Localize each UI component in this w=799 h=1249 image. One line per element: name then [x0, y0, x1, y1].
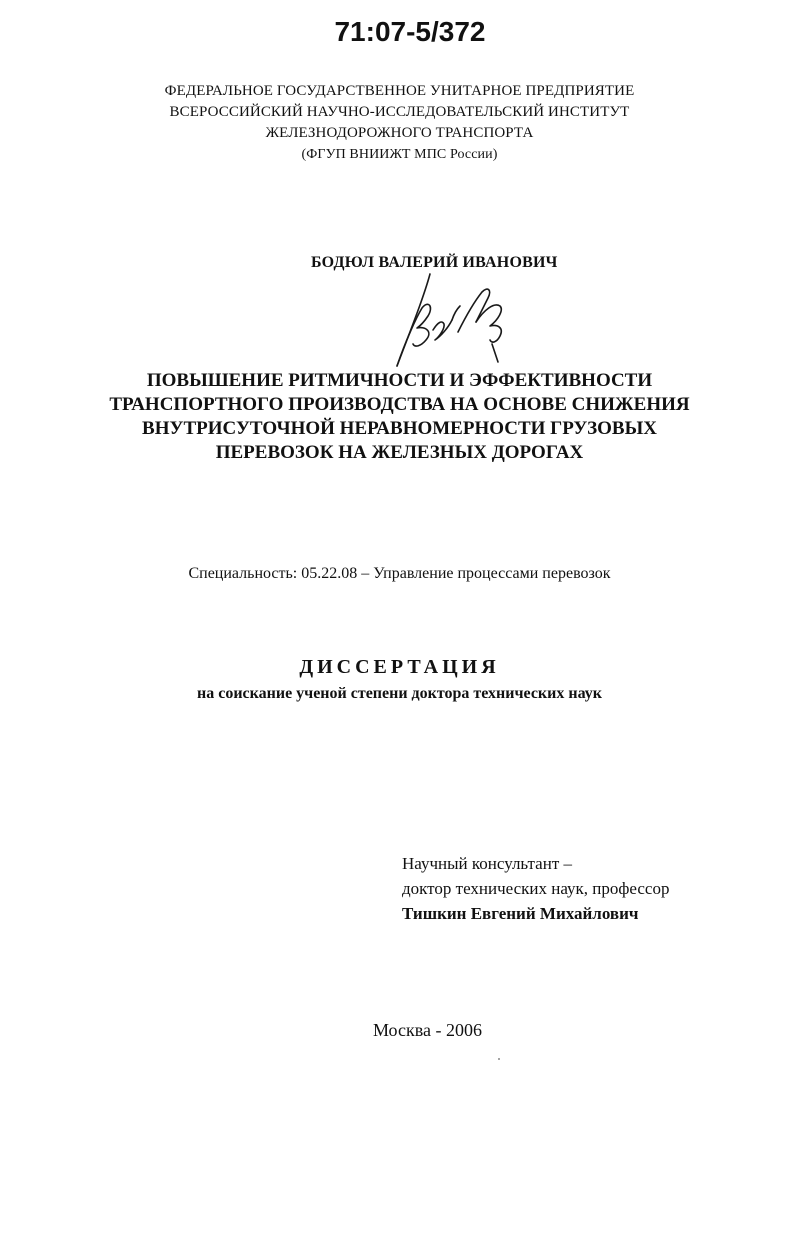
scientific-consultant	[402, 851, 669, 926]
title-line: ВНУТРИСУТОЧНОЙ НЕРАВНОМЕРНОСТИ ГРУЗОВЫХ	[142, 418, 657, 439]
title-line: ПЕРЕВОЗОК НА ЖЕЛЕЗНЫХ ДОРОГАХ	[215, 442, 584, 463]
organization-line: ЖЕЛЕЗНОДОРОЖНОГО ТРАНСПОРТА	[265, 125, 534, 141]
consultant-credentials: доктор технических наук, профессор	[402, 879, 670, 898]
organization-line: ФЕДЕРАЛЬНОЕ ГОСУДАРСТВЕННОЕ УНИТАРНОЕ ПРЕДПРИЯТИЕ	[164, 83, 635, 99]
specialty-line: Специальность: 05.22.08 – Управление процессами перевозок	[188, 565, 611, 582]
title-line: ТРАНСПОРТНОГО ПРОИЗВОДСТВА НА ОСНОВЕ СНИЖЕНИЯ	[109, 394, 690, 415]
degree-line: на соискание ученой степени доктора технических наук	[197, 685, 602, 702]
catalog-number: 71:07-5/372	[334, 16, 486, 47]
organization-abbreviation: (ФГУП ВНИИЖТ МПС России)	[301, 147, 498, 162]
dissertation-label: ДИССЕРТАЦИЯ	[299, 656, 500, 678]
dissertation-title	[0, 369, 799, 465]
city-year: Москва - 2006	[373, 1020, 482, 1040]
handwritten-signature	[380, 270, 520, 375]
organization-line: ВСЕРОССИЙСКИЙ НАУЧНО-ИССЛЕДОВАТЕЛЬСКИЙ ИНСТИТУТ	[169, 104, 630, 120]
author-name: БОДЮЛ ВАЛЕРИЙ ИВАНОВИЧ	[311, 254, 558, 271]
consultant-name: Тишкин Евгений Михайлович	[402, 904, 639, 923]
scan-speck	[498, 1058, 500, 1060]
title-line: ПОВЫШЕНИЕ РИТМИЧНОСТИ И ЭФФЕКТИВНОСТИ	[146, 370, 653, 391]
consultant-role: Научный консультант –	[402, 854, 572, 873]
organization-header	[0, 81, 799, 165]
